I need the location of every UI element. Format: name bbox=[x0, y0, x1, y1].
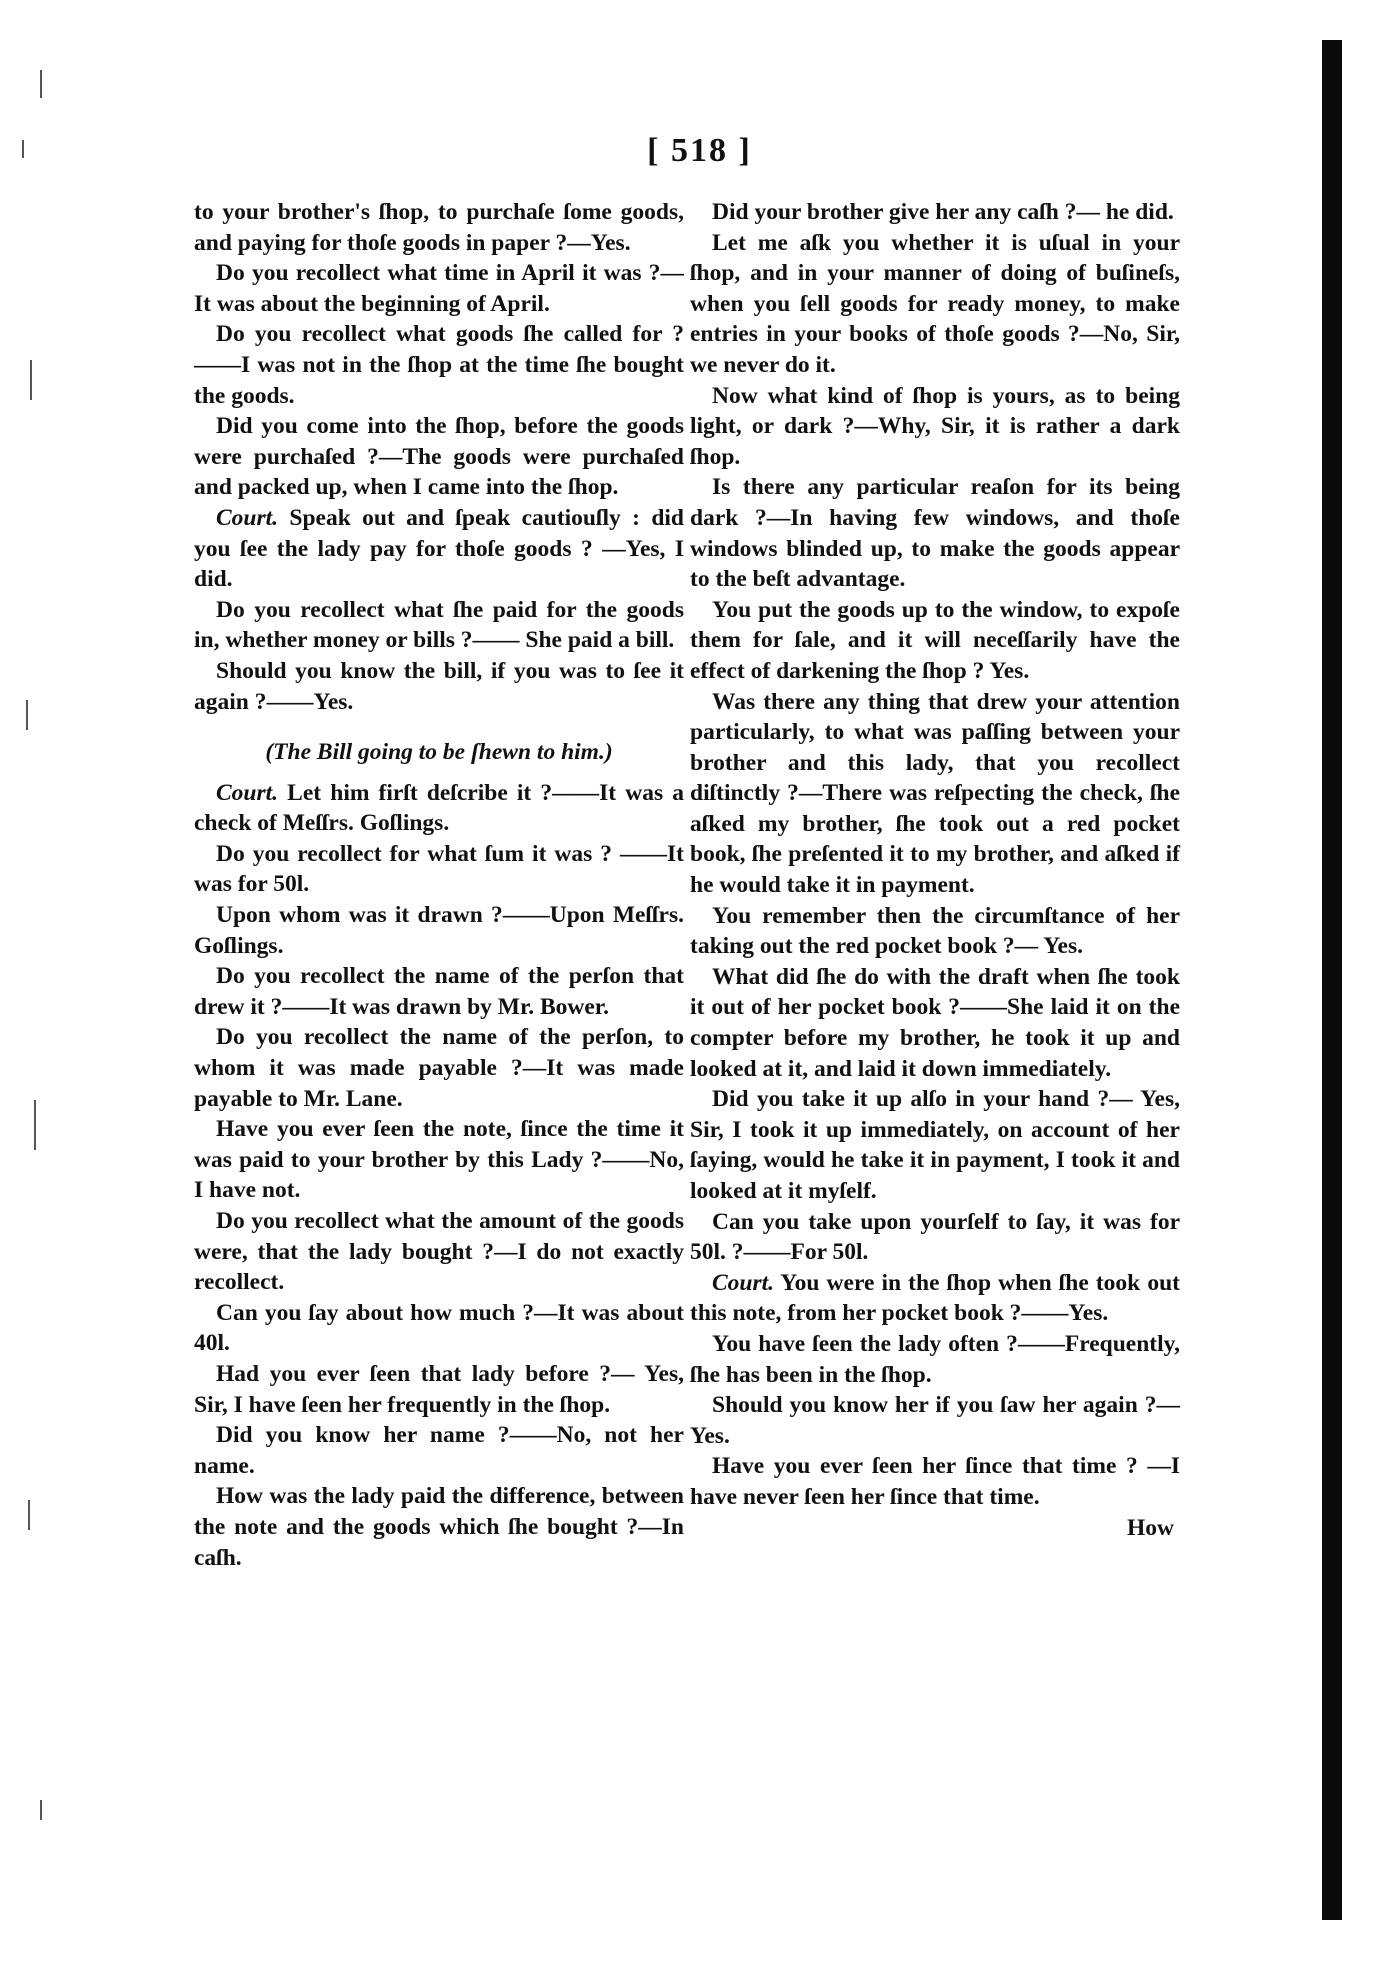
paragraph-text: Speak out and ſpeak cautiouſly : did you ſee the lady pay for thoſe goods ? —Yes, I did. bbox=[194, 504, 684, 593]
paragraph-text: Had you ever ſeen that lady before ?— Yes, Sir, I have ſeen her frequently in the ſhop. bbox=[194, 1360, 684, 1418]
text-paragraph bbox=[690, 197, 1180, 228]
paragraph-text: Can you ſay about how much ?—It was about 40l. bbox=[194, 1299, 684, 1357]
paragraph-text: Did you take it up alſo in your hand ?— Yes, Sir, I took it up immediately, on account of her ſaying, would he take it in payment, I took it and looked at it myſelf. bbox=[690, 1086, 1180, 1204]
left-margin-specks bbox=[0, 0, 60, 1968]
text-paragraph bbox=[194, 1420, 684, 1481]
text-paragraph bbox=[690, 1451, 1180, 1512]
right-column bbox=[690, 197, 1180, 1543]
paragraph-text: Have you ever ſeen the note, ſince the time it was paid to your brother by this Lady ?——No, I have not. bbox=[194, 1116, 684, 1204]
speaker-label: Court. bbox=[216, 504, 279, 531]
text-paragraph bbox=[194, 1022, 684, 1114]
text-paragraph bbox=[194, 1114, 684, 1206]
text-paragraph bbox=[194, 1481, 684, 1573]
text-paragraph bbox=[690, 1329, 1180, 1390]
text-paragraph bbox=[690, 901, 1180, 962]
paragraph-text: Is there any particular reaſon for its being dark ?—In having few windows, and thoſe windows blinded up, to make the goods appear to the beſt advantage. bbox=[690, 474, 1180, 593]
paragraph-text: Did your brother give her any caſh ?— he did. bbox=[712, 199, 1174, 225]
page-binding-edge bbox=[1322, 40, 1342, 1920]
text-paragraph bbox=[194, 319, 684, 411]
text-paragraph bbox=[194, 1206, 684, 1298]
text-paragraph bbox=[194, 258, 684, 319]
paragraph-text: Do you recollect the name of the perſon, to whom it was made payable ?—It was made payable to Mr. Lane. bbox=[194, 1024, 684, 1112]
paragraph-text: Do you recollect for what ſum it was ? ——It was for 50l. bbox=[194, 840, 684, 898]
paragraph-text: Should you know the bill, if you was to ſee it again ?——Yes. bbox=[194, 657, 684, 715]
catchword: How bbox=[1127, 1514, 1174, 1541]
text-paragraph bbox=[690, 1390, 1180, 1451]
page-number: [ 518 ] bbox=[647, 132, 752, 169]
paragraph-text: You put the goods up to the window, to expoſe them for ſale, and it will neceſſarily have the effect of darkening the ſhop ? Yes. bbox=[690, 596, 1180, 684]
paragraph-text: You have ſeen the lady often ?——Frequently, ſhe has been in the ſhop. bbox=[690, 1330, 1180, 1388]
paragraph-text: Let me aſk you whether it is uſual in your ſhop, and in your manner of doing of buſineſs, when you ſell goods for ready money, to make entries in your books of thoſe goods ?—No, Sir, we never do it. bbox=[690, 229, 1180, 378]
paragraph-text: Do you recollect what time in April it was ?—It was about the beginning of April. bbox=[194, 260, 684, 317]
text-paragraph bbox=[194, 197, 684, 258]
paragraph-text: to your brother's ſhop, to purchaſe ſome goods, and paying for thoſe goods in paper ?—Yes. bbox=[194, 199, 684, 256]
speaker-label: Court. bbox=[712, 1269, 775, 1296]
paragraph-text: Upon whom was it drawn ?——Upon Meſſrs. Goſlings. bbox=[194, 902, 684, 959]
paragraph-text: Did you know her name ?——No, not her name. bbox=[194, 1422, 684, 1479]
paragraph-text: Do you recollect the name of the perſon that drew it ?——It was drawn by Mr. Bower. bbox=[194, 963, 684, 1020]
paragraph-text: You remember then the circumſtance of her taking out the red pocket book ?— Yes. bbox=[690, 902, 1180, 960]
text-paragraph bbox=[194, 1298, 684, 1359]
paragraph-text: Can you take upon yourſelf to ſay, it was for 50l. ?——For 50l. bbox=[690, 1208, 1180, 1266]
text-paragraph bbox=[194, 503, 684, 595]
paragraph-text: Let him firſt deſcribe it ?——It was a check of Meſſrs. Goſlings. bbox=[194, 779, 684, 837]
text-paragraph bbox=[690, 687, 1180, 901]
text-paragraph bbox=[690, 595, 1180, 687]
paragraph-text: Do you recollect what the amount of the goods were, that the lady bought ?—I do not exactly recollect. bbox=[194, 1208, 684, 1296]
text-paragraph bbox=[690, 381, 1180, 473]
paragraph-text: Now what kind of ſhop is yours, as to being light, or dark ?—Why, Sir, it is rather a dark ſhop. bbox=[690, 382, 1180, 470]
text-paragraph bbox=[690, 962, 1180, 1084]
text-paragraph bbox=[690, 1207, 1180, 1268]
paragraph-text: Did you come into the ſhop, before the goods were purchaſed ?—The goods were purchaſed and packed up, when I came into the ſhop. bbox=[194, 413, 684, 501]
text-paragraph bbox=[690, 472, 1180, 594]
paragraph-text: Do you recollect what ſhe paid for the goods in, whether money or bills ?—— She paid a bill. bbox=[194, 596, 684, 654]
left-column bbox=[194, 197, 684, 1573]
text-paragraph bbox=[194, 1359, 684, 1420]
text-paragraph bbox=[194, 839, 684, 900]
paragraph-text: How was the lady paid the difference, between the note and the goods which ſhe bought ?—In caſh. bbox=[194, 1483, 684, 1571]
text-paragraph bbox=[194, 778, 684, 839]
text-paragraph bbox=[690, 228, 1180, 381]
paragraph-text: Have you ever ſeen her ſince that time ? —I have never ſeen her ſince that time. bbox=[690, 1453, 1180, 1510]
paragraph-text: What did ſhe do with the draft when ſhe took it out of her pocket book ?——She laid it on the compter before my brother, he took it up and looked at it, and laid it down immediately. bbox=[690, 963, 1180, 1082]
paragraph-text: Do you recollect what goods ſhe called for ?——I was not in the ſhop at the time ſhe bought the goods. bbox=[194, 321, 684, 409]
text-paragraph bbox=[194, 656, 684, 717]
paragraph-text: Was there any thing that drew your attention particularly, to what was paſſing between your brother and this lady, that you recollect diſtinctly ?—There was reſpecting the check, ſhe aſked my brother, ſhe took out a red pocket book, ſhe preſented it to my brother, and aſked if he would take it in payment. bbox=[690, 688, 1180, 899]
text-paragraph bbox=[690, 1084, 1180, 1206]
paragraph-text: You were in the ſhop when ſhe took out this note, from her pocket book ?——Yes. bbox=[690, 1269, 1180, 1327]
speaker-label: Court. bbox=[216, 779, 279, 806]
paragraph-text: Should you know her if you ſaw her again ?—Yes. bbox=[690, 1392, 1180, 1449]
stage-direction: (The Bill going to be ſhewn to him.) bbox=[265, 739, 613, 766]
text-paragraph bbox=[194, 900, 684, 961]
text-paragraph bbox=[690, 1268, 1180, 1329]
text-paragraph bbox=[194, 411, 684, 503]
text-paragraph bbox=[194, 595, 684, 656]
text-paragraph bbox=[194, 961, 684, 1022]
